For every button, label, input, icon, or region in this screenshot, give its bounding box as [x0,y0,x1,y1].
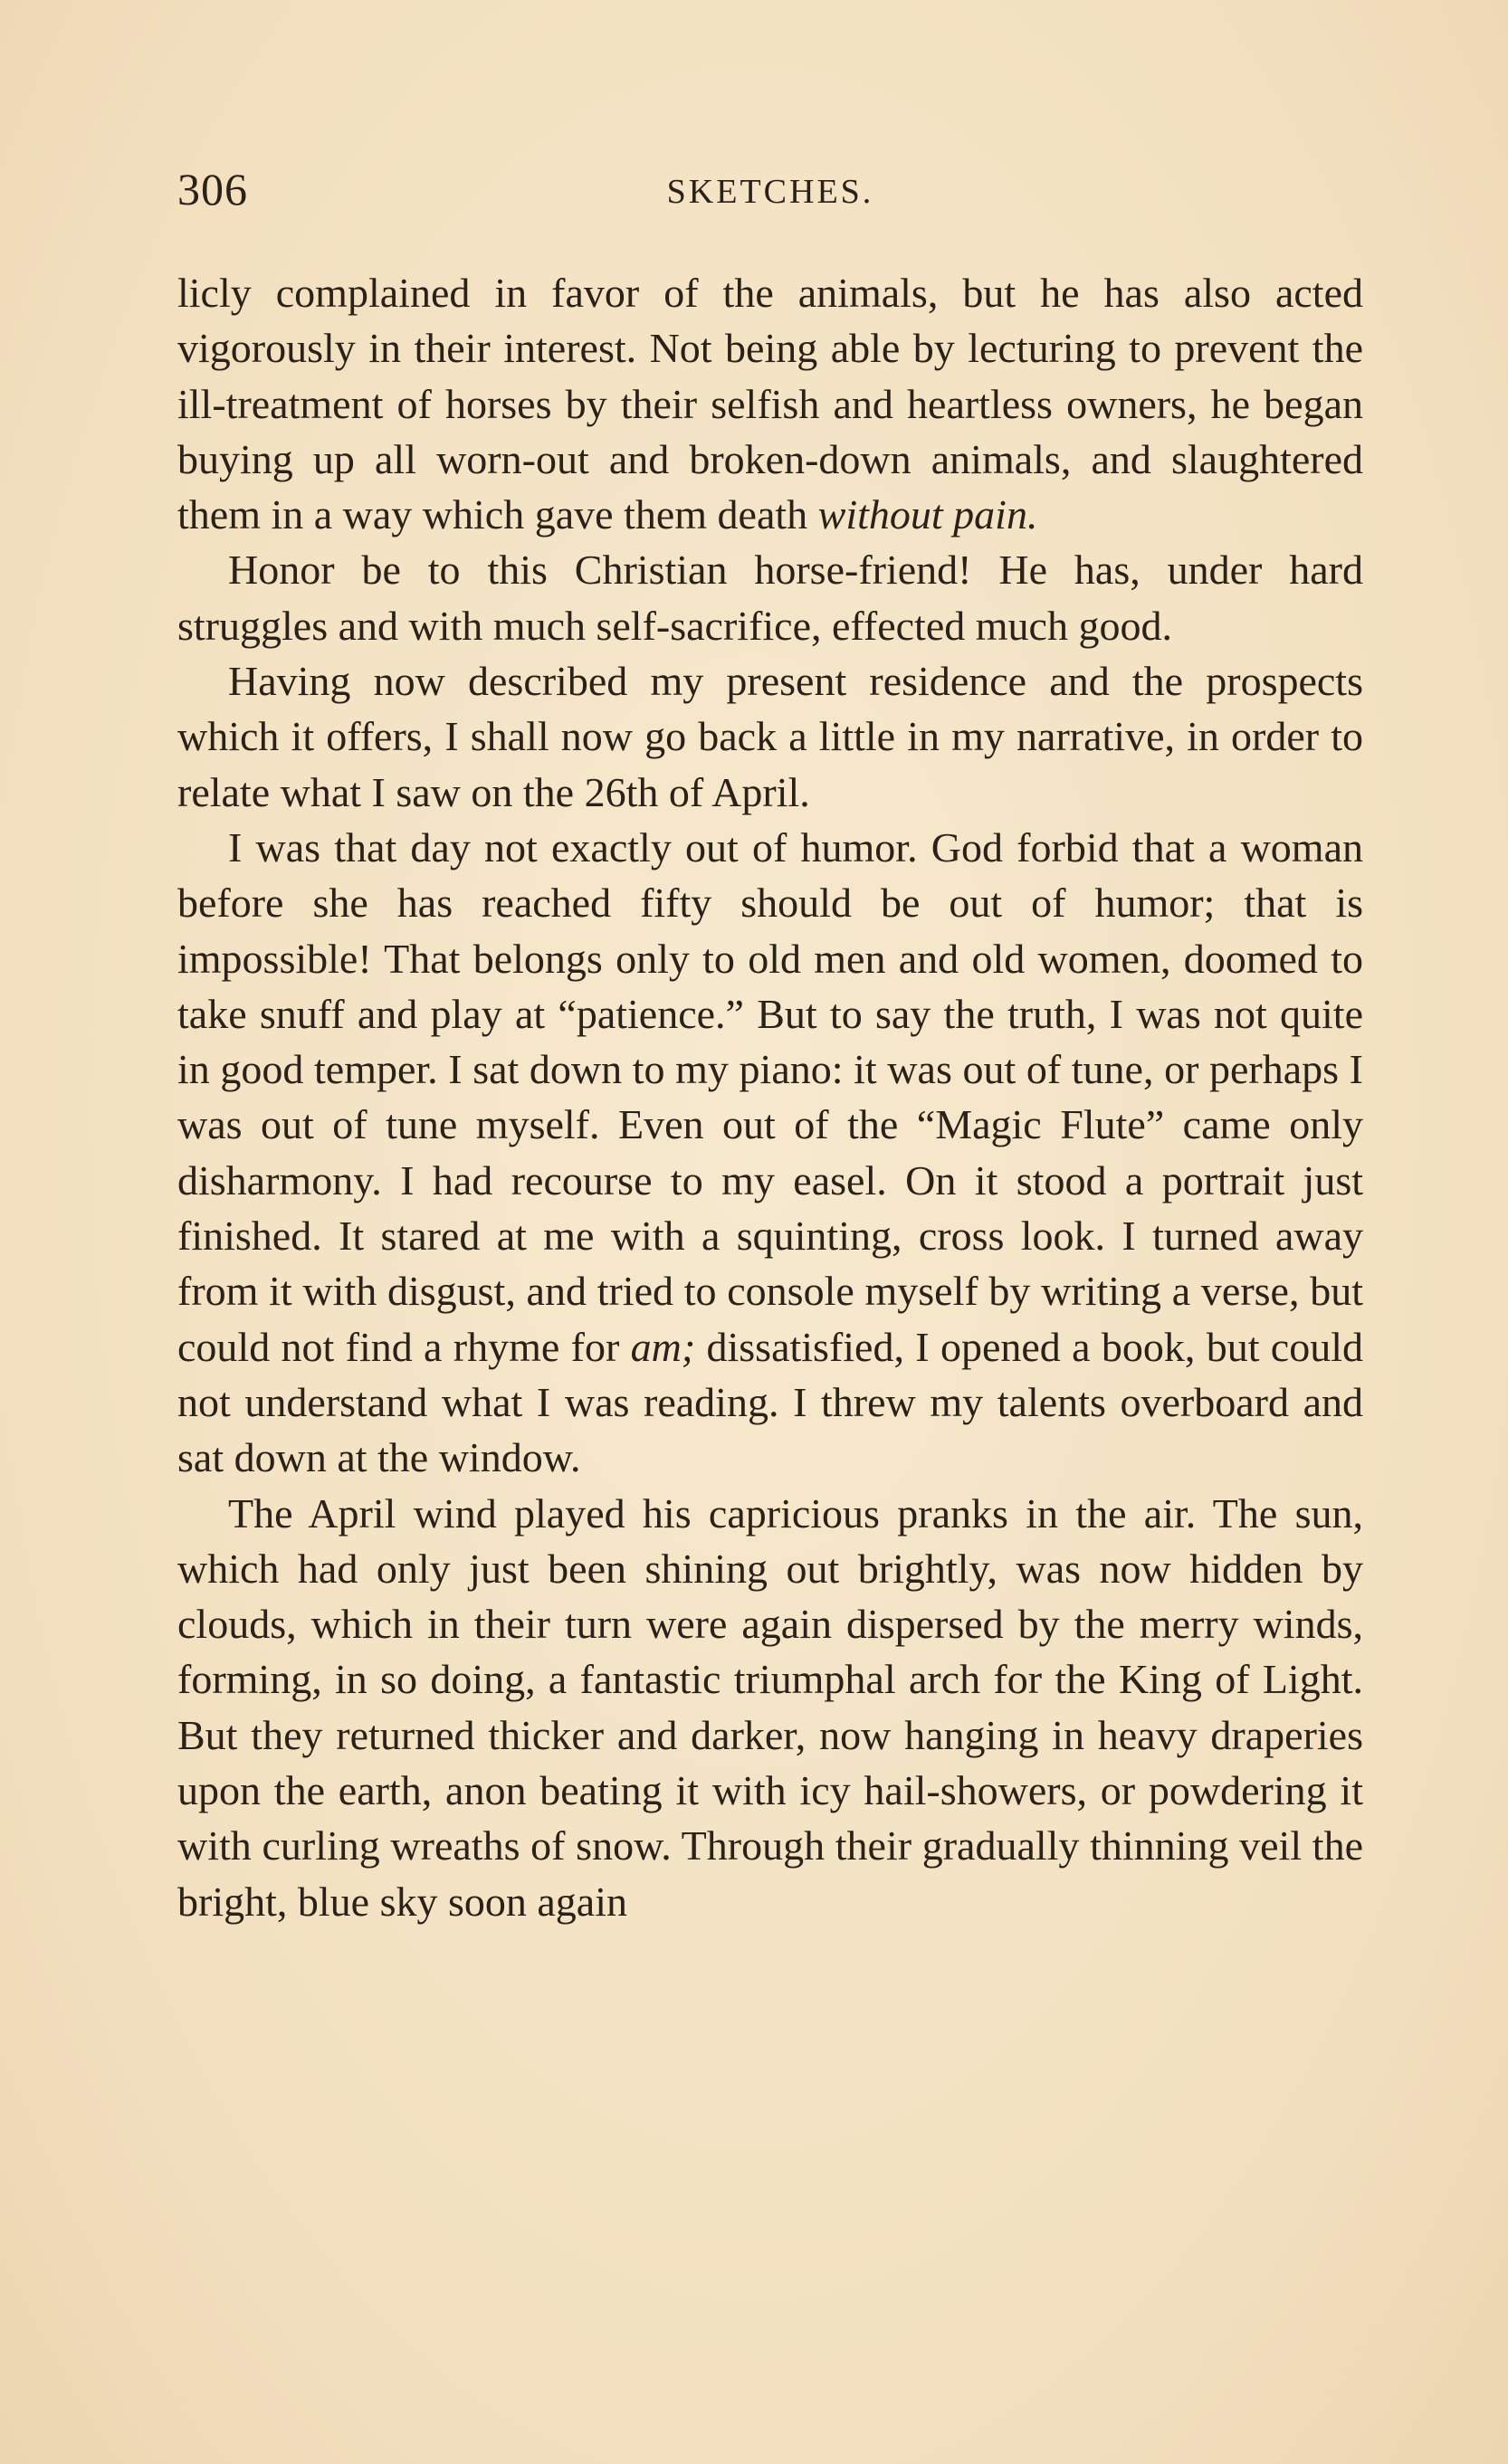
paragraph-4-after: dissatisfied, I opened a book, but could not understand what I was reading. I threw my talents overboard and sat down at the window. [177,1323,1363,1481]
page-number: 306 [177,164,248,214]
paragraph-4-text: I was that day not exactly out of humor. God forbid that a woman before she has reached fifty should be out of humor; that is impossible! That belongs only to old men and old women, doomed to take snuff and play at “patience.” But to say the truth, I was not quite in good temper. I sat down to my piano: it was out of tune, or perhaps I was out of tune myself. Even out of the “Magic Flute” came only disharmony. I had recourse to my easel. On it stood a portrait just finished. It stared at me with a squinting, cross look. I turned away from it with disgust, and tried to console myself by writing a verse, but could not find a rhyme for [177,823,1363,1370]
paragraph-3-text: Having now described my present residence and the prospects which it offers, I shall now go back a little in my narrative, in order to relate what I saw on the 26th of April. [177,658,1363,815]
paragraph-3 [177,653,1363,820]
paragraph-2 [177,542,1363,653]
paragraph-1-text: licly complained in favor of the animals, but he has also acted vigorously in their interest. Not being able by lecturing to prevent the ill-treatment of horses by their selfish and heartless owners, he began buying up all worn-out and broken-down animals, and slaughtered them in a way which gave them death [177,270,1363,538]
running-title: SKETCHES. [666,173,874,211]
paragraph-4-emphasis: am; [630,1323,696,1370]
paragraph-2-text: Honor be to this Christian horse-friend! He has, under hard struggles and with much self-sacrifice, effected much good. [177,547,1363,649]
paragraph-5-text: The April wind played his capricious pranks in the air. The sun, which had only just been shining out brightly, was now hidden by clouds, which in their turn were again dispersed by the merry winds, forming, in so doing, a fantastic triumphal arch for the King of Light. But they returned thicker and darker, now hanging in heavy draperies upon the earth, anon beating it with icy hail-showers, or powdering it with curling wreaths of snow. Through their gradually thinning veil the bright, blue sky soon again [177,1489,1363,1925]
body-text [177,265,1363,1929]
running-head [177,163,1363,217]
paragraph-5 [177,1486,1363,1929]
paragraph-1 [177,265,1363,542]
paragraph-1-emphasis: without pain. [817,491,1038,538]
paragraph-4 [177,820,1363,1486]
